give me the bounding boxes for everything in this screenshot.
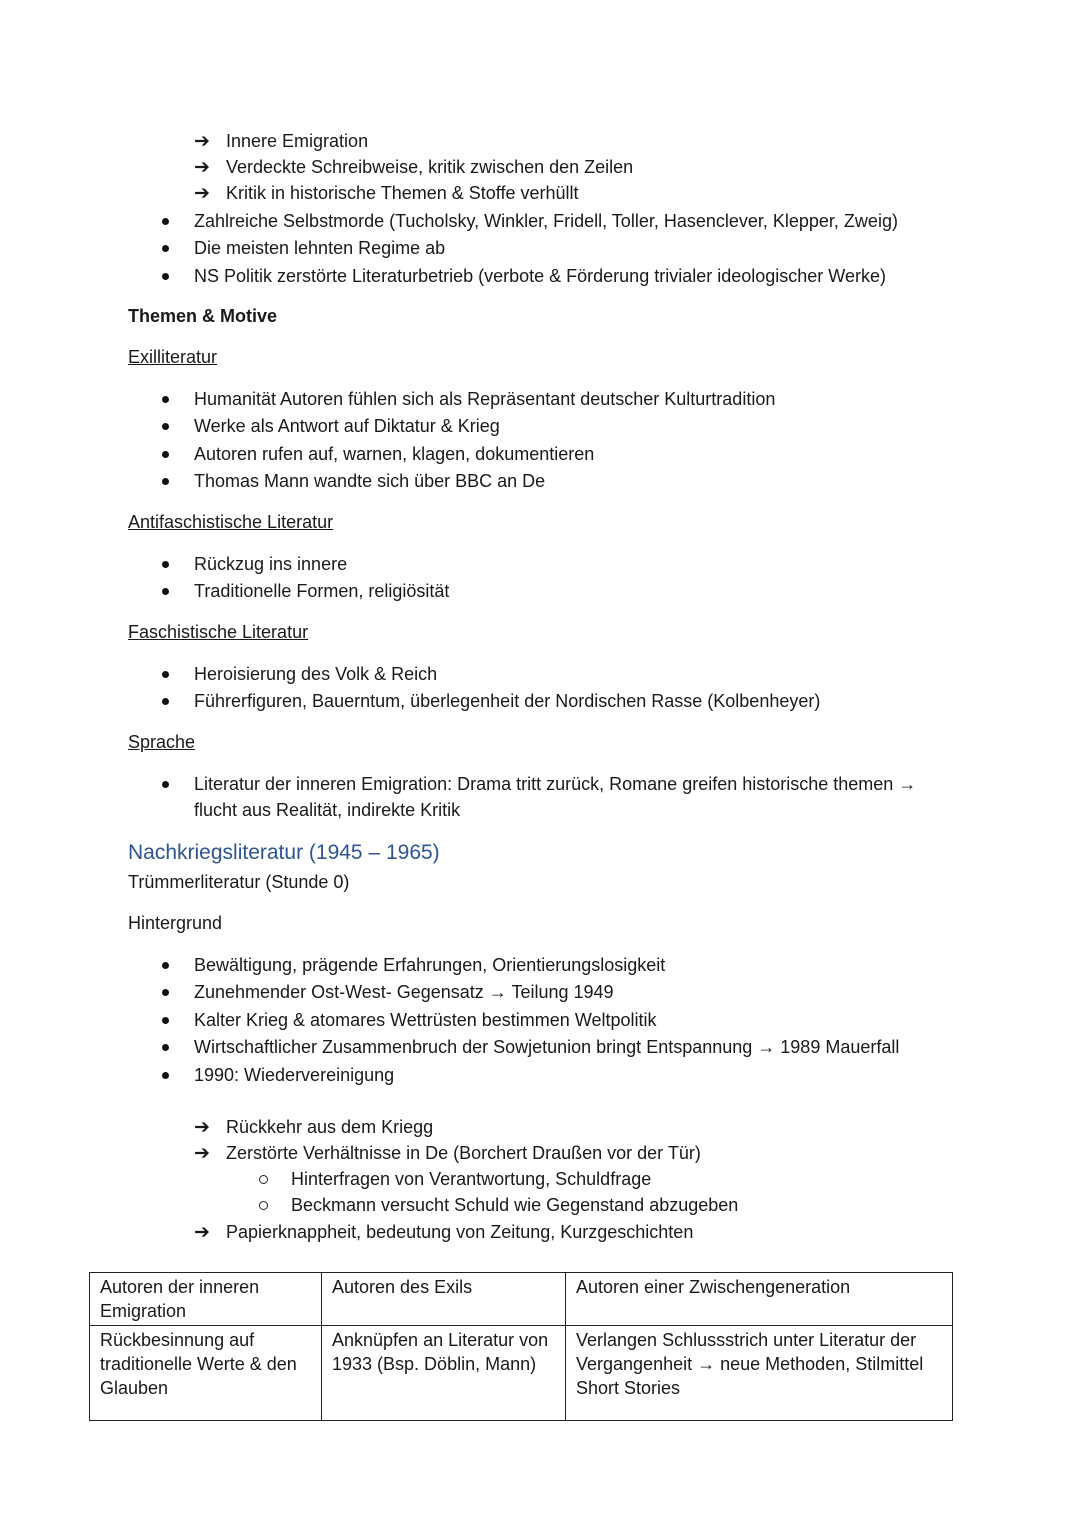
bullet-icon [162, 478, 169, 485]
arrow-item: ➔ Verdeckte Schreibweise, kritik zwischen den Zeilen [194, 157, 634, 178]
list-item: Autoren rufen auf, warnen, klagen, dokumentieren [194, 444, 595, 464]
bullet-icon [162, 1072, 169, 1079]
bullet-icon [162, 218, 169, 225]
sub-list-item: Hinterfragen von Verantwortung, Schuldfrage [291, 1169, 652, 1189]
list-item: 1990: Wiedervereinigung [194, 1065, 395, 1085]
table-header-row [90, 1273, 953, 1326]
list-item: Zahlreiche Selbstmorde (Tucholsky, Winkler, Fridell, Toller, Hasenclever, Klepper, Zweig) [194, 211, 898, 231]
arrow-icon: ➔ [194, 157, 210, 178]
table-row [90, 1326, 953, 1421]
antifa-heading: Antifaschistische Literatur [128, 512, 334, 532]
bullet-icon [162, 451, 169, 458]
bullet-icon [162, 1017, 169, 1024]
table-cell: Anknüpfen an Literatur von 1933 (Bsp. Döblin, Mann) [322, 1326, 566, 1421]
list-item: NS Politik zerstörte Literaturbetrieb (verbote & Förderung trivialer ideologischer Werke) [194, 266, 886, 286]
bullet-icon [162, 989, 169, 996]
list-item-continuation: flucht aus Realität, indirekte Kritik [194, 800, 461, 820]
arrow-icon: ➔ [194, 1143, 210, 1164]
circle-bullet-icon [259, 1201, 268, 1210]
list-item: Rückzug ins innere [194, 554, 348, 574]
sub-list-item: Beckmann versucht Schuld wie Gegenstand abzugeben [291, 1195, 739, 1215]
arrow-icon: ➔ [194, 131, 210, 152]
exil-heading: Exilliteratur [128, 347, 218, 367]
bullet-icon [162, 962, 169, 969]
section-subtitle: Trümmerliteratur (Stunde 0) [128, 872, 350, 892]
arrow-icon: ➔ [194, 1222, 210, 1243]
bullet-icon [162, 423, 169, 430]
sprache-heading: Sprache [128, 732, 196, 752]
list-item: Wirtschaftlicher Zusammenbruch der Sowjetunion bringt Entspannung → 1989 Mauerfall [194, 1037, 900, 1057]
table-header-cell: Autoren der inneren Emigration [90, 1273, 322, 1326]
section-title: Nachkriegsliteratur (1945 – 1965) [128, 841, 440, 864]
bullet-icon [162, 698, 169, 705]
arrow-item: ➔ Kritik in historische Themen & Stoffe verhüllt [194, 183, 579, 204]
arrow-item: ➔ Innere Emigration [194, 131, 369, 152]
fasch-heading: Faschistische Literatur [128, 622, 309, 642]
list-item: Literatur der inneren Emigration: Drama tritt zurück, Romane greifen historische themen → [194, 774, 917, 794]
authors-table [89, 1272, 953, 1421]
bullet-icon [162, 245, 169, 252]
arrow-icon: ➔ [194, 183, 210, 204]
list-item: Bewältigung, prägende Erfahrungen, Orientierungslosigkeit [194, 955, 666, 975]
table-cell: Rückbesinnung auf traditionelle Werte & den Glauben [90, 1326, 322, 1421]
circle-bullet-icon [259, 1175, 268, 1184]
bullet-icon [162, 273, 169, 280]
arrow-item: ➔ Zerstörte Verhältnisse in De (Borchert Draußen vor der Tür) [194, 1143, 701, 1164]
table-header-cell: Autoren des Exils [322, 1273, 566, 1326]
bullet-icon [162, 781, 169, 788]
bullet-icon [162, 588, 169, 595]
list-item: Humanität Autoren fühlen sich als Repräsentant deutscher Kulturtradition [194, 389, 776, 409]
arrow-icon: ➔ [194, 1117, 210, 1138]
arrow-item: ➔ Rückkehr aus dem Kriegg [194, 1117, 434, 1138]
hintergrund-heading: Hintergrund [128, 913, 223, 933]
bullet-icon [162, 396, 169, 403]
list-item: Die meisten lehnten Regime ab [194, 238, 446, 258]
arrow-item: ➔ Papierknappheit, bedeutung von Zeitung, Kurzgeschichten [194, 1222, 694, 1243]
list-item: Werke als Antwort auf Diktatur & Krieg [194, 416, 500, 436]
list-item: Führerfiguren, Bauerntum, überlegenheit der Nordischen Rasse (Kolbenheyer) [194, 691, 821, 711]
list-item: Thomas Mann wandte sich über BBC an De [194, 471, 546, 491]
bullet-icon [162, 1044, 169, 1051]
bullet-icon [162, 671, 169, 678]
list-item: Zunehmender Ost-West- Gegensatz → Teilung 1949 [194, 982, 614, 1002]
themen-heading: Themen & Motive [128, 306, 278, 326]
table-header-cell: Autoren einer Zwischengeneration [566, 1273, 953, 1326]
list-item: Traditionelle Formen, religiösität [194, 581, 450, 601]
list-item: Kalter Krieg & atomares Wettrüsten bestimmen Weltpolitik [194, 1010, 657, 1030]
bullet-icon [162, 561, 169, 568]
list-item: Heroisierung des Volk & Reich [194, 664, 438, 684]
table-cell: Verlangen Schlussstrich unter Literatur der Vergangenheit → neue Methoden, Stilmittel Short Stories [566, 1326, 953, 1421]
